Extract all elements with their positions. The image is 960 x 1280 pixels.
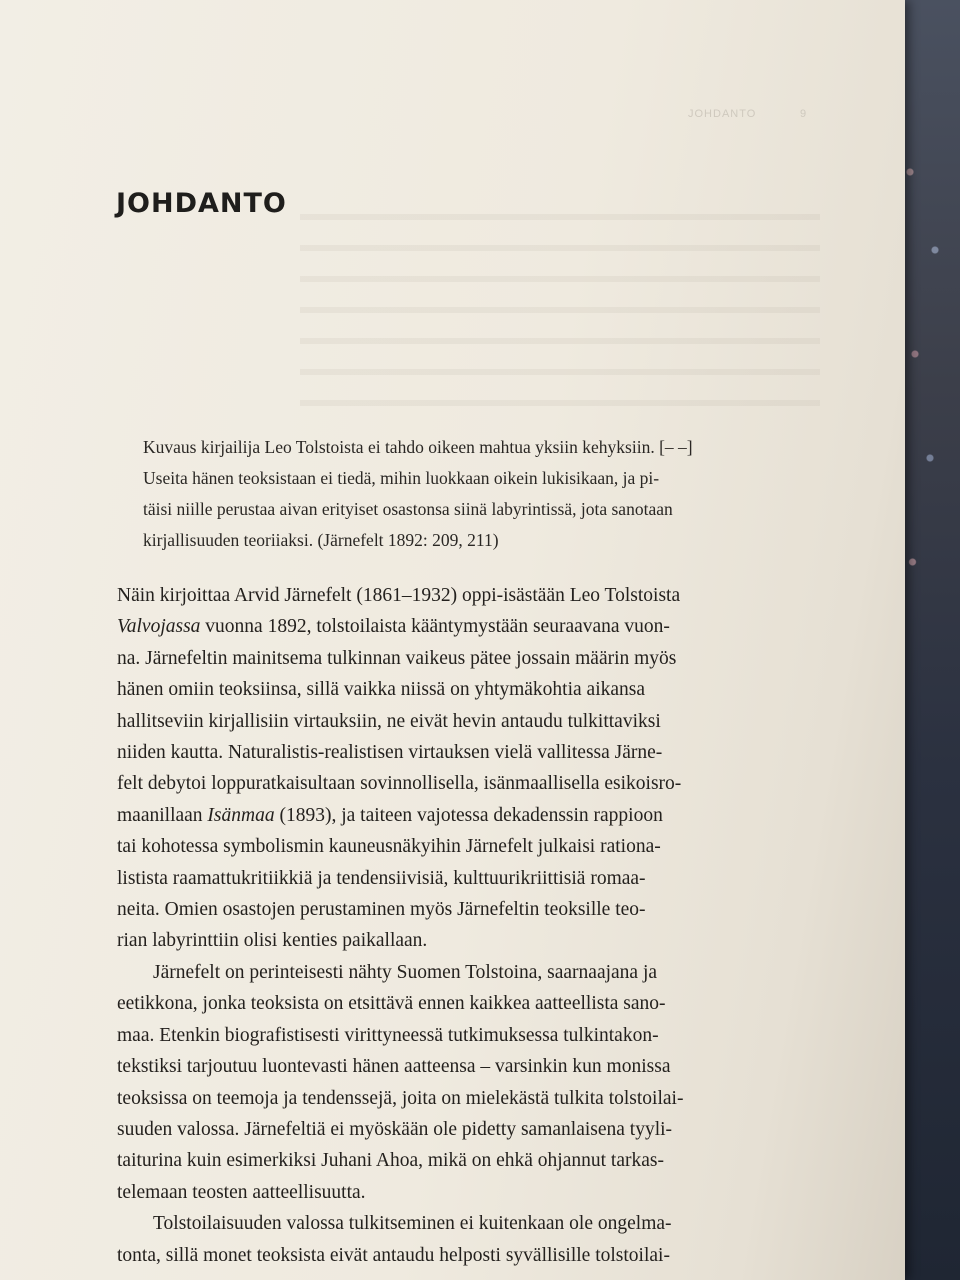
italic-title: Valvojassa (117, 616, 201, 638)
text-line: felt debytoi loppuratkaisultaan sovinnollisella, isänmaallisella esikoisro- (117, 773, 682, 795)
quote-line: kirjallisuuden teoriiaksi. (Järnefelt 1892: 209, 211) (143, 530, 499, 550)
body-text (117, 580, 807, 1271)
text-line: hänen omiin teoksiinsa, sillä vaikka niissä on yhtymäkohtia aikansa (117, 679, 646, 701)
text-line: maa. Etenkin biografistisesti virittyneessä tutkimuksessa tulkintakon- (117, 1024, 659, 1046)
quote-line: Kuvaus kirjailija Leo Tolstoista ei tahdo oikeen mahtua yksiin kehyksiin. [– –] (143, 437, 693, 457)
text-line: hallitseviin kirjallisiin virtauksiin, ne eivät hevin antaudu tulkittaviksi (117, 710, 661, 732)
paragraph (117, 580, 807, 957)
text-line: na. Järnefeltin mainitsema tulkinnan vaikeus pätee jossain määrin myös (117, 647, 677, 669)
text-line: tonta, sillä monet teoksista eivät antaudu helposti syvällisille tolstoilai- (117, 1244, 670, 1266)
text-line: niiden kautta. Naturalistis-realistisen virtauksen vielä vallitessa Järne- (117, 742, 663, 764)
text-run: vuonna 1892, tolstoilaista kääntymystään seuraavana vuon- (200, 616, 670, 638)
text-run: maanillaan (117, 804, 208, 826)
chapter-heading: JOHDANTO (116, 188, 287, 219)
text-line: neita. Omien osastojen perustaminen myös Järnefeltin teoksille teo- (117, 899, 646, 921)
text-line: listista raamattukritiikkiä ja tendensiivisiä, kulttuurikriittisiä romaa- (117, 867, 646, 889)
running-head: JOHDANTO (688, 108, 757, 120)
fabric-pattern (900, 120, 950, 640)
text-line (117, 611, 807, 642)
text-line: Tolstoilaisuuden valossa tulkitseminen ei kuitenkaan ole ongelma- (153, 1213, 672, 1235)
epigraph-quote (143, 432, 803, 556)
text-line: teoksissa on teemoja ja tendenssejä, joita on mielekästä tulkita tolstoilai- (117, 1087, 684, 1109)
italic-title: Isänmaa (207, 804, 275, 826)
paragraph (117, 1208, 807, 1271)
text-line: tekstiksi tarjoutuu luontevasti hänen aatteensa – varsinkin kun monissa (117, 1056, 671, 1078)
text-line: eetikkona, jonka teoksista on etsittävä ennen kaikkea aatteellista sano- (117, 993, 666, 1015)
text-line: tai kohotessa symbolismin kauneusnäkyihin Järnefelt julkaisi rationa- (117, 836, 661, 858)
quote-line: Useita hänen teoksistaan ei tiedä, mihin luokkaan oikein lukisikaan, ja pi- (143, 468, 660, 488)
text-run: (1893), ja taiteen vajotessa dekadenssin rappioon (274, 804, 663, 826)
paragraph (117, 957, 807, 1208)
text-line (117, 800, 807, 831)
quote-line: täisi niille perustaa aivan erityiset osastonsa siinä labyrintissä, jota sanotaan (143, 499, 673, 519)
text-line: suuden valossa. Järnefeltiä ei myöskään ole pidetty samanlaisena tyyli- (117, 1118, 673, 1140)
text-line: rian labyrinttiin olisi kenties paikallaan. (117, 930, 428, 952)
text-line: telemaan teosten aatteellisuutta. (117, 1181, 366, 1203)
text-line: Näin kirjoittaa Arvid Järnefelt (1861–1932) oppi-isästään Leo Tolstoista (117, 585, 681, 606)
page-number: 9 (800, 108, 807, 120)
text-line: taiturina kuin esimerkiksi Juhani Ahoa, mikä on ehkä ohjannut tarkas- (117, 1150, 664, 1172)
show-through-text (300, 196, 820, 426)
text-line: Järnefelt on perinteisesti nähty Suomen Tolstoina, saarnaajana ja (153, 961, 658, 983)
